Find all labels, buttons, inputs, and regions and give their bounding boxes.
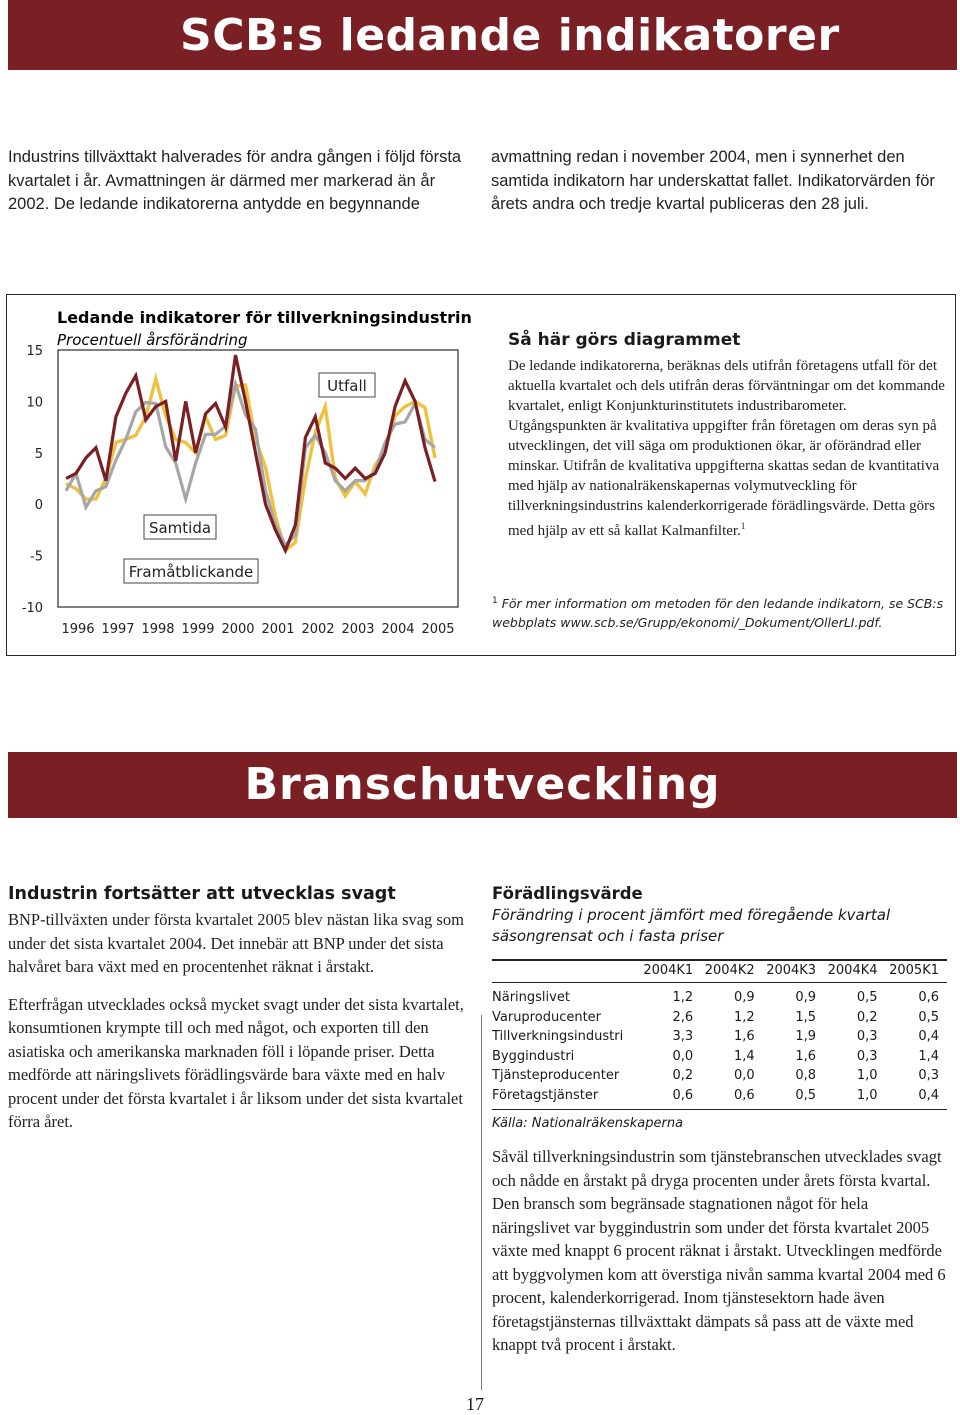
table-cell: 0,6 [640,1086,701,1110]
table-header-row [492,960,947,983]
table-cell: 1,2 [733,1009,755,1025]
annotation-framatblickande: Framåtblickande [128,563,254,581]
table-cell: Byggindustri [492,1048,575,1064]
table-cell: Företagstjänster [492,1086,640,1110]
chart-subtitle: Procentuell årsförändring [57,331,248,349]
x-tick-label: 1997 [101,622,135,637]
footnote [492,592,952,632]
table-header-cell: 2004K4 [824,960,885,983]
x-axis-ticks [61,622,454,637]
x-tick-label: 1996 [61,622,95,637]
x-tick-label: 2005 [421,622,455,637]
table-cell: 0,8 [795,1068,817,1083]
section-title: Branschutveckling [244,759,721,810]
table-row [492,1008,947,1028]
footnote-mark: 1 [492,596,498,606]
method-footnote-mark: 1 [740,521,746,531]
table-cell: 0,3 [918,1068,939,1083]
x-tick-label: 2000 [221,622,255,637]
table-cell: 1,9 [795,1029,817,1044]
table-cell: 0,6 [701,1086,762,1110]
table-header-cell: 2004K3 [763,960,824,983]
y-tick-label: -10 [21,601,43,616]
value-added-subtitle: Förändring i procent jämfört med föregående kvartal säsongrensat och i fasta priser [492,906,891,945]
industry-paragraph-2: Efterfrågan utvecklades också mycket svagt under det sista kvartalet, konsumtionen krympte till och med något, och exporten till den asiatiska och amerikanska marknaden föll i löpande priser. Detta medförde att näringslivets förädlingsvärde bara växte med en halv procent under det första kvartalet i år liksom under det sista kvartalet förra året. [8,994,464,1131]
table-cell: Varuproducenter [492,1009,602,1025]
x-tick-label: 2002 [301,622,335,637]
y-tick-label: 10 [26,395,43,411]
table-cell: 0,2 [672,1068,694,1083]
table-cell: 3,3 [672,1029,694,1044]
y-tick-label: 5 [34,446,43,462]
annotation-samtida: Samtida [148,519,212,537]
table-cell: Tillverkningsindustri [492,1029,624,1044]
x-tick-label: 2004 [381,622,415,637]
table-cell: 0,5 [918,1009,939,1025]
method-heading: Så här görs diagrammet [508,330,741,350]
annotation-utfall: Utfall [327,377,367,395]
method-text [508,356,948,541]
table-cell: 1,0 [824,1086,885,1110]
table-cell: 1,6 [733,1029,755,1044]
value-added-body: Såväl tillverkningsindustrin som tjänstebranschen utvecklades svagt och nådde en årstakt på dryga procenten under årets första kvartal. Den bransch som begränsade stagnationen något för hela näringslivet var byggindustrin som under det första kvartalet 2005 växte med knappt 6 procent räknat i årstakt. Utvecklingen medförde att byggvolymen kom att överstiga nivån samma kvartal 2004 med 6 procent, kalenderkorrigerad. Inom tjänstesektorn hade även företagstjänsternas tillväxttakt dämpats så pass att de växte med knappt två procent i årstakt. [492,1147,946,1354]
table-cell: 0,9 [795,990,817,1005]
table-source: Källa: Nationalräkenskaperna [492,1116,684,1131]
table-cell: 1,4 [733,1048,755,1064]
industry-paragraph-1: BNP-tillväxten under första kvartalet 2005 blev nästan lika svag som under det sista kvartalet 2004. Det innebär att BNP under det sista halvåret bara växt med en procentenhet räknat i årstakt. [8,910,464,976]
table-cell: 0,5 [856,990,878,1005]
table-cell: 0,9 [733,990,755,1005]
table-cell: 0,4 [918,1029,939,1044]
industry-heading: Industrin fortsätter att utvecklas svagt [8,884,396,904]
value-added-heading: Förädlingsvärde [492,884,643,903]
footnote-text: För mer information om metoden för den ledande indikatorn, se SCB:s webbplats www.scb.se/Grupp/ekonomi/_Dokument/OllerLI.pdf. [492,596,944,631]
table-cell: 1,4 [918,1048,939,1064]
column-divider [481,1015,482,1390]
table-cell: 0,2 [856,1009,878,1025]
page-number: 17 [466,1394,484,1414]
table-cell: 1,0 [856,1068,878,1083]
table-header-cell: 2005K1 [886,960,947,983]
table-row [492,1086,947,1110]
intro-paragraph-right: avmattning redan i november 2004, men i synnerhet den samtida indikatorn har underskattat fallet. Indikatorvärden för årets andra och tredje kvartal publiceras den 28 juli. [491,148,935,213]
chart-title: Ledande indikatorer för tillverkningsindustrin [57,308,472,327]
industry-article [8,884,468,1148]
y-axis-ticks [22,344,43,616]
table-row [492,1027,947,1047]
table-cell: 0,3 [856,1029,878,1044]
intro-paragraph-left: Industrins tillväxttakt halverades för andra gången i följd första kvartalet i år. Avmattningen är därmed mer markerad än år 2002. De ledande indikatorerna antydde en begynnande [8,148,462,213]
x-tick-label: 1998 [141,622,175,637]
table-cell: 1,6 [795,1048,817,1064]
table-cell: 1,2 [672,990,694,1005]
table-row [492,1066,947,1086]
x-tick-label: 1999 [181,622,215,637]
table-cell: 0,6 [918,990,939,1005]
table-cell: 1,5 [795,1009,817,1025]
table-cell: 0,5 [763,1086,824,1110]
x-tick-label: 2003 [341,622,375,637]
table-cell: Näringslivet [492,990,570,1005]
table-cell: 0,0 [733,1068,755,1083]
table-header-cell [492,960,640,983]
value-added-table [492,959,947,1110]
table-cell: 0,0 [672,1048,694,1064]
page-title-banner [8,0,957,70]
table-header-cell: 2004K2 [701,960,762,983]
table-header-cell: 2004K1 [640,960,701,983]
table-cell: 0,4 [886,1086,947,1110]
x-tick-label: 2001 [261,622,295,637]
table-row [492,1047,947,1067]
y-tick-label: -5 [30,549,43,565]
page-title: SCB:s ledande indikatorer [180,10,840,61]
method-box [508,330,948,541]
y-tick-label: 0 [34,498,43,514]
y-tick-label: 15 [26,344,43,359]
table-cell: 2,6 [672,1009,694,1025]
section-banner [8,752,957,818]
table-cell: Tjänsteproducenter [492,1068,620,1083]
value-added-section [492,884,947,1357]
table-row [492,983,947,1008]
method-text-body: De ledande indikatorerna, beräknas dels utifrån företagens utfall för det aktuella kvartalet och dels utifrån deras förväntningar om det kommande kvartalet, enligt Konjunkturinstitutets industribarometer. Utgångspunkten är kvalitativa uppgifter från företagen om deras syn på utvecklingen, det vill säga om produktionen ökar, är oförändrad eller minskar. Utifrån de kvalitativa uppgifterna skattas sedan de kvantitativa med hjälp av nationalräkenskapernas volymutveckling för tillverkningsindustrins kalenderkorrigerade förädlingsvärde. Detta görs med hjälp av ett så kallat Kalmanfilter. [508,358,945,539]
table-cell: 0,3 [856,1048,878,1064]
